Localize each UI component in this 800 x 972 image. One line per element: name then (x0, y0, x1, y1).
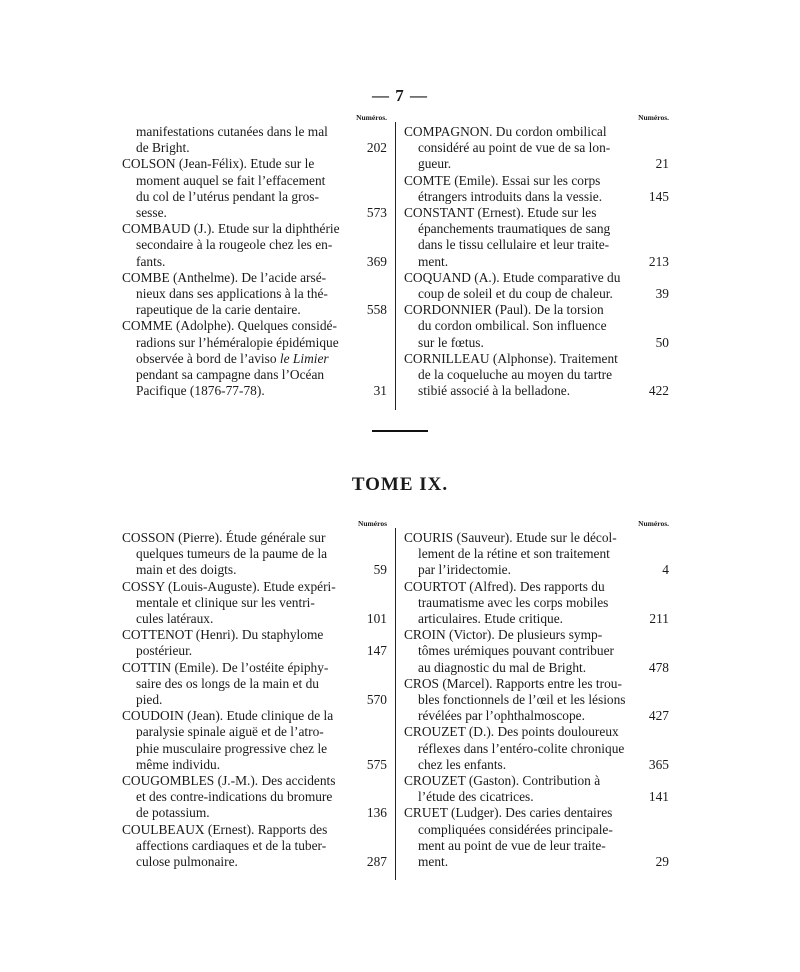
entry-number: 422 (648, 383, 669, 399)
index-entry (122, 627, 387, 659)
entry-line: l’étude des cicatrices. (418, 789, 534, 805)
entry-line: COLSON (Jean-Félix). Etude sur le (122, 156, 315, 172)
index-entry (122, 579, 387, 628)
entry-line: gueur. (418, 156, 452, 172)
entry-line: tômes urémiques pouvant contribuer (418, 643, 614, 659)
index-entry (404, 773, 669, 805)
entry-number: 570 (366, 692, 387, 708)
index-column-right (404, 518, 669, 870)
index-entry (122, 270, 387, 319)
entry-line: dans le tissu cellulaire et leur traite- (418, 237, 610, 253)
entry-line: cules latéraux. (136, 611, 214, 627)
index-entry (404, 530, 669, 579)
section-title: TOME IX. (351, 474, 449, 495)
entry-line: CRUET (Ludger). Des caries dentaires (404, 805, 613, 821)
entry-line: stibié associé à la belladone. (418, 383, 571, 399)
index-entry (404, 579, 669, 628)
entry-line: réflexes dans l’entéro-colite chronique (418, 740, 625, 756)
entry-line: nieux dans ses applications à la thé- (136, 286, 328, 302)
index-entry (122, 221, 387, 270)
index-entry (404, 302, 669, 351)
entry-number: 575 (366, 756, 387, 772)
entry-line: sur le fœtus. (418, 334, 484, 350)
index-entry (404, 627, 669, 676)
index-entry (404, 676, 669, 725)
entry-line: pendant sa campagne dans l’Océan (136, 367, 325, 383)
index-entry (404, 173, 669, 205)
entry-line: ment. (418, 854, 449, 870)
entry-line: CROUZET (Gaston). Contribution à (404, 773, 601, 789)
entry-number: 39 (655, 286, 669, 302)
entry-line: COMBAUD (J.). Etude sur la diphthérie (122, 221, 340, 237)
entry-number: 369 (366, 253, 387, 269)
entry-line: COTTENOT (Henri). Du staphylome (122, 627, 324, 643)
entry-number: 21 (655, 156, 669, 172)
index-entry (404, 805, 669, 870)
entry-number: 213 (648, 253, 669, 269)
entry-line: CORNILLEAU (Alphonse). Traitement (404, 350, 618, 366)
index-entry (404, 724, 669, 773)
entry-number: 202 (366, 140, 387, 156)
entry-line: Pacifique (1876-77-78). (136, 383, 265, 399)
entry-line: moment auquel se fait l’effacement (136, 172, 326, 188)
entry-number: 101 (366, 611, 387, 627)
column-divider (395, 122, 396, 410)
entry-line: affections cardiaques et de la tuber- (136, 837, 327, 853)
entry-line: de la coqueluche au moyen du tartre (418, 367, 613, 383)
entry-number: 4 (662, 562, 669, 578)
entry-line: paralysie spinale aiguë et de l’atro- (136, 724, 324, 740)
entry-line: postérieur. (136, 643, 193, 659)
entry-line: traumatisme avec les corps mobiles (418, 594, 609, 610)
entry-line: COURTOT (Alfred). Des rapports du (404, 578, 605, 594)
index-entry (404, 124, 669, 173)
entry-line: considéré au point de vue de sa lon- (418, 140, 611, 156)
entry-number: 136 (366, 805, 387, 821)
entry-line: quelques tumeurs de la paume de la (136, 546, 328, 562)
index-entry (122, 660, 387, 709)
entry-line: phie musculaire progressive chez le (136, 740, 328, 756)
section-rule (372, 430, 428, 432)
entry-line: CROUZET (D.). Des points douloureux (404, 724, 619, 740)
entry-line: manifestations cutanées dans le mal (136, 124, 328, 139)
entry-number: 29 (655, 854, 669, 870)
entry-line: et des contre-indications du bromure (136, 789, 333, 805)
index-block-bottom (122, 518, 669, 878)
index-entry (122, 124, 387, 156)
entry-line: CROIN (Victor). De plusieurs symp- (404, 627, 603, 643)
index-column-right (404, 112, 669, 399)
entry-line: du col de l’utérus pendant la gros- (136, 188, 319, 204)
index-entry (122, 708, 387, 773)
entry-line: COURIS (Sauveur). Etude sur le décol- (404, 530, 617, 545)
entry-line: épanchements traumatiques de sang (418, 221, 611, 237)
entry-line: fants. (136, 253, 166, 269)
entry-line: au diagnostic du mal de Bright. (418, 659, 587, 675)
entry-line: CROS (Marcel). Rapports entre les trou- (404, 675, 622, 691)
entry-line: rapeutique de la carie dentaire. (136, 302, 301, 318)
entry-line: COTTIN (Emile). De l’ostéite épiphy- (122, 659, 329, 675)
index-block-top (122, 112, 669, 412)
entry-number: 478 (648, 659, 669, 675)
entry-line: saire des os longs de la main et du (136, 675, 319, 691)
numbers-column-header: Numéros. (356, 113, 387, 122)
entry-line: mentale et clinique sur les ventri- (136, 594, 315, 610)
numbers-column-header: Numéros. (638, 113, 669, 122)
entry-number: 50 (655, 334, 669, 350)
entry-number: 141 (648, 789, 669, 805)
entry-line: COMTE (Emile). Essai sur les corps (404, 172, 601, 188)
entry-number: 147 (366, 643, 387, 659)
entry-line: COULBEAUX (Ernest). Rapports des (122, 821, 328, 837)
index-entry (404, 205, 669, 270)
entry-line: du cordon ombilical. Son influence (418, 318, 607, 334)
entry-number: 59 (373, 562, 387, 578)
entry-line: même individu. (136, 756, 221, 772)
entry-number: 365 (648, 756, 669, 772)
numbers-column-header: Numéros. (638, 519, 669, 528)
entry-line: COMBE (Anthelme). De l’acide arsé- (122, 269, 327, 285)
entry-line: révélées par l’ophthalmoscope. (418, 708, 585, 724)
entry-line: COMPAGNON. Du cordon ombilical (404, 124, 607, 139)
entry-line: COUGOMBLES (J.-M.). Des accidents (122, 773, 336, 789)
entry-number: 211 (649, 611, 669, 627)
index-column-left (122, 112, 387, 399)
entry-number: 31 (373, 383, 387, 399)
entry-line: coup de soleil et du coup de chaleur. (418, 286, 613, 302)
entry-line: de potassium. (136, 805, 210, 821)
entry-line: articulaires. Etude critique. (418, 611, 564, 627)
entry-number: 287 (366, 854, 387, 870)
entry-line: CONSTANT (Ernest). Etude sur les (404, 205, 597, 221)
index-entry (404, 270, 669, 302)
entry-line: radions sur l’héméralopie épidémique (136, 334, 339, 350)
entry-line: lement de la rétine et son traitement (418, 546, 610, 562)
entry-line: COSSON (Pierre). Étude générale sur (122, 530, 326, 545)
entry-line: COUDOIN (Jean). Etude clinique de la (122, 708, 334, 724)
entry-line: COSSY (Louis-Auguste). Etude expéri- (122, 578, 336, 594)
entry-line: par l’iridectomie. (418, 562, 511, 578)
entry-line: main et des doigts. (136, 562, 237, 578)
entry-line: observée à bord de l’aviso le Limier (136, 350, 329, 366)
index-entry (122, 318, 387, 399)
index-entry (122, 530, 387, 579)
entry-line: sesse. (136, 205, 167, 221)
page-number: — 7 — (372, 86, 428, 105)
index-entry (122, 773, 387, 822)
column-divider (395, 528, 396, 880)
entry-line: COQUAND (A.). Etude comparative du (404, 269, 621, 285)
entry-line: ment. (418, 253, 449, 269)
entry-line: CORDONNIER (Paul). De la torsion (404, 302, 604, 318)
index-entry (122, 156, 387, 221)
entry-line: compliquées considérées principale- (418, 821, 613, 837)
entry-number: 573 (366, 205, 387, 221)
entry-number: 558 (366, 302, 387, 318)
entry-line: étrangers introduits dans la vessie. (418, 188, 603, 204)
index-entry (122, 822, 387, 871)
index-column-left (122, 518, 387, 870)
index-entry (404, 351, 669, 400)
numbers-column-header: Numéros (357, 519, 387, 528)
entry-number: 427 (648, 708, 669, 724)
entry-line: COMME (Adolphe). Quelques considé- (122, 318, 337, 334)
entry-line: culose pulmonaire. (136, 854, 238, 870)
entry-line: pied. (136, 692, 163, 708)
entry-line: ment au point de vue de leur traite- (418, 837, 606, 853)
entry-line: bles fonctionnels de l’œil et les lésions (418, 692, 626, 708)
entry-line: de Bright. (136, 140, 190, 156)
entry-line: secondaire à la rougeole chez les en- (136, 237, 333, 253)
entry-line: chez les enfants. (418, 756, 507, 772)
entry-number: 145 (648, 188, 669, 204)
